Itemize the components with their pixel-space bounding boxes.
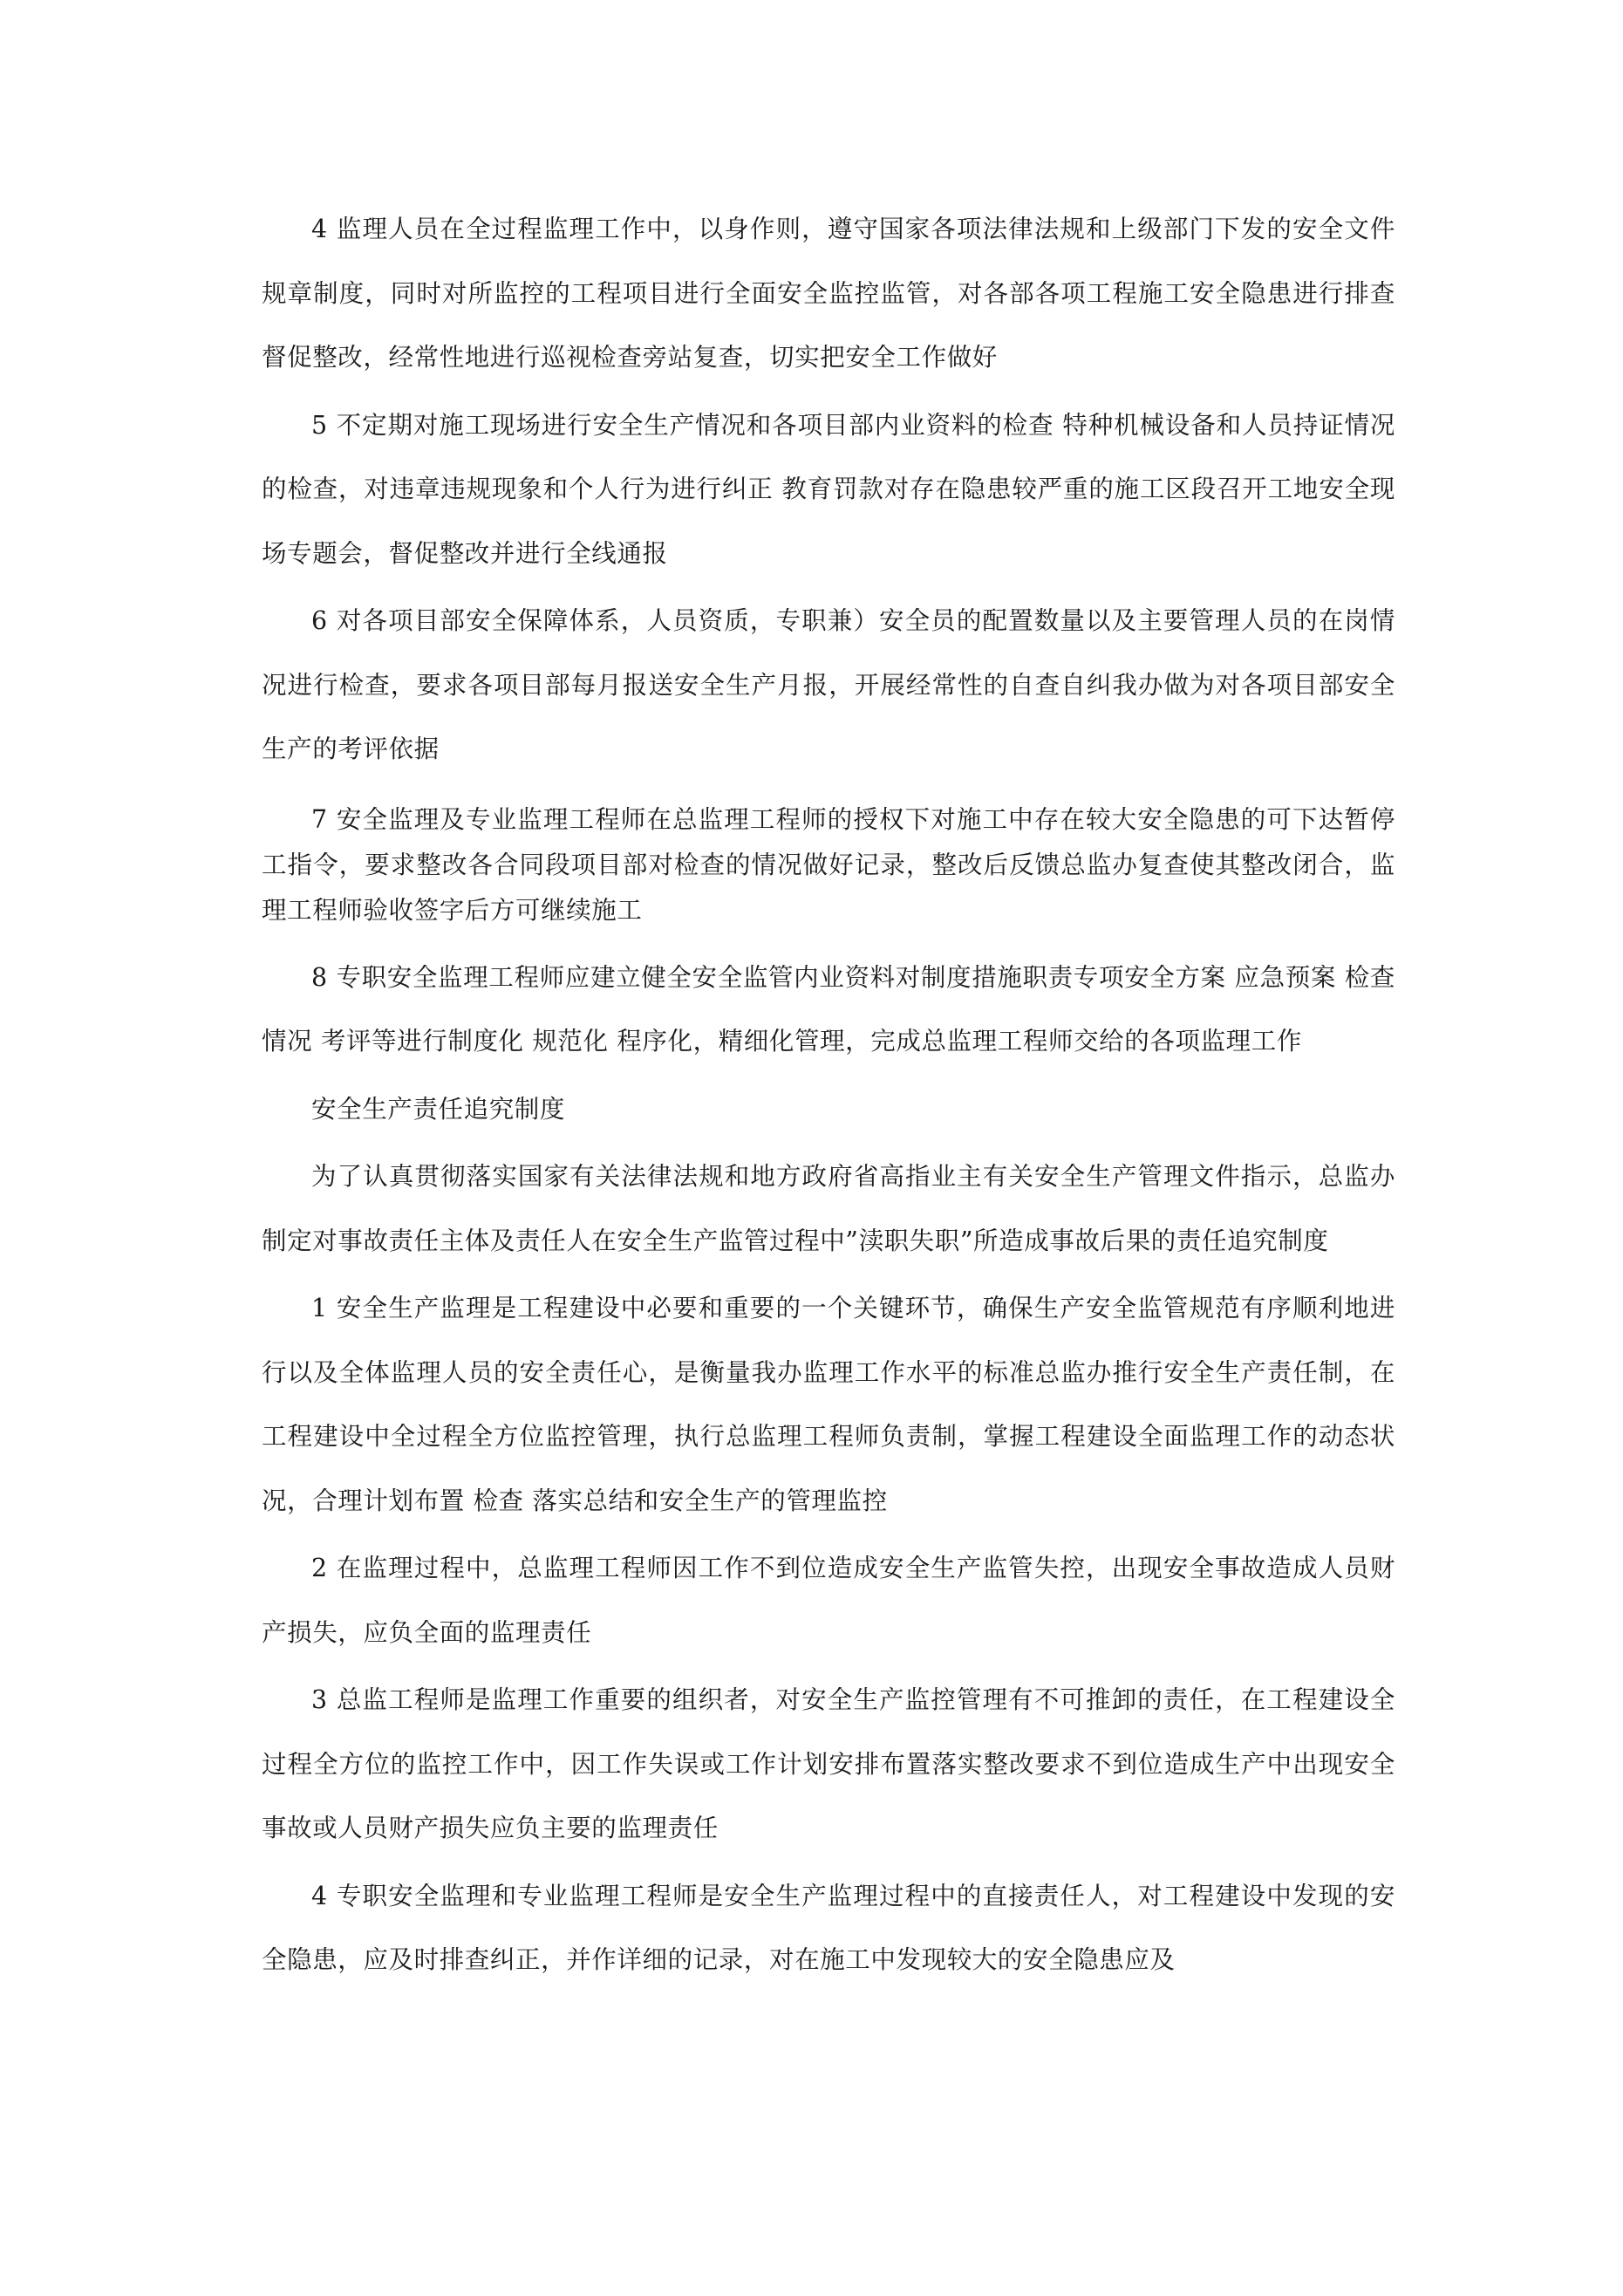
section-heading: 安全生产责任追究制度 [311,1094,566,1124]
paragraph-intro: 为了认真贯彻落实国家有关法律法规和地方政府省高指业主有关安全生产管理文件指示，总监办制定对事故责任主体及责任人在安全生产监管过程中”渎职失职”所造成事故后果的责任追究制度 [262,1162,1395,1255]
paragraph-item-4-direct-responsibility: 4 专职安全监理和专业监理工程师是安全生产监理过程中的直接责任人，对工程建设中发现的安全隐患，应及时排查纠正，并作详细的记录，对在施工中发现较大的安全隐患应及 [262,1881,1395,1974]
paragraph-item-8-internal-records: 8 专职安全监理工程师应建立健全安全监管内业资料对制度措施职责专项安全方案 应急预案 检查情况 考评等进行制度化 规范化 程序化，精细化管理，完成总监理工程师交给的各项监理工作 [262,962,1395,1056]
document-body [262,197,1395,1996]
paragraph-item-2-chief-liability: 2 在监理过程中，总监理工程师因工作不到位造成安全生产监管失控，出现安全事故造成人员财产损失，应负全面的监理责任 [262,1554,1395,1647]
paragraph-item-5-site-inspection: 5 不定期对施工现场进行安全生产情况和各项目部内业资料的检查 特种机械设备和人员持证情况的检查，对违章违规现象和个人行为进行纠正 教育罚款对存在隐患较严重的施工区段召开工地安全现场专题会，督促整改并进行全线通报 [262,410,1395,568]
paragraph-item-4-supervisor-conduct: 4 监理人员在全过程监理工作中，以身作则，遵守国家各项法律法规和上级部门下发的安全文件 规章制度，同时对所监控的工程项目进行全面安全监控监管，对各部各项工程施工安全隐患进行排查督促整改，经常性地进行巡视检查旁站复查，切实把安全工作做好 [262,215,1395,372]
paragraph-item-3-chief-engineer-role: 3 总监工程师是监理工作重要的组织者，对安全生产监控管理有不可推卸的责任，在工程建设全过程全方位的监控工作中，因工作失误或工作计划安排布置落实整改要求不到位造成生产中出现安全事故或人员财产损失应负主要的监理责任 [262,1685,1395,1842]
paragraph-item-6-safety-system-check: 6 对各项目部安全保障体系，人员资质，专职兼）安全员的配置数量以及主要管理人员的在岗情况进行检查，要求各项目部每月报送安全生产月报，开展经常性的自查自纠我办做为对各项目部安全生产的考评依据 [262,606,1395,763]
paragraph-item-7-stop-work-order: 7 安全监理及专业监理工程师在总监理工程师的授权下对施工中存在较大安全隐患的可下达暂停工指令，要求整改各合同段项目部对检查的情况做好记录，整改后反馈总监办复查使其整改闭合，监理工程师验收签字后方可继续施工 [262,804,1395,925]
paragraph-item-1-safety-supervision: 1 安全生产监理是工程建设中必要和重要的一个关键环节，确保生产安全监管规范有序顺利地进行以及全体监理人员的安全责任心，是衡量我办监理工作水平的标准总监办推行安全生产责任制，在工程建设中全过程全方位监控管理，执行总监理工程师负责制，掌握工程建设全面监理工作的动态状况，合理计划布置 检查 落实总结和安全生产的管理监控 [262,1294,1395,1515]
